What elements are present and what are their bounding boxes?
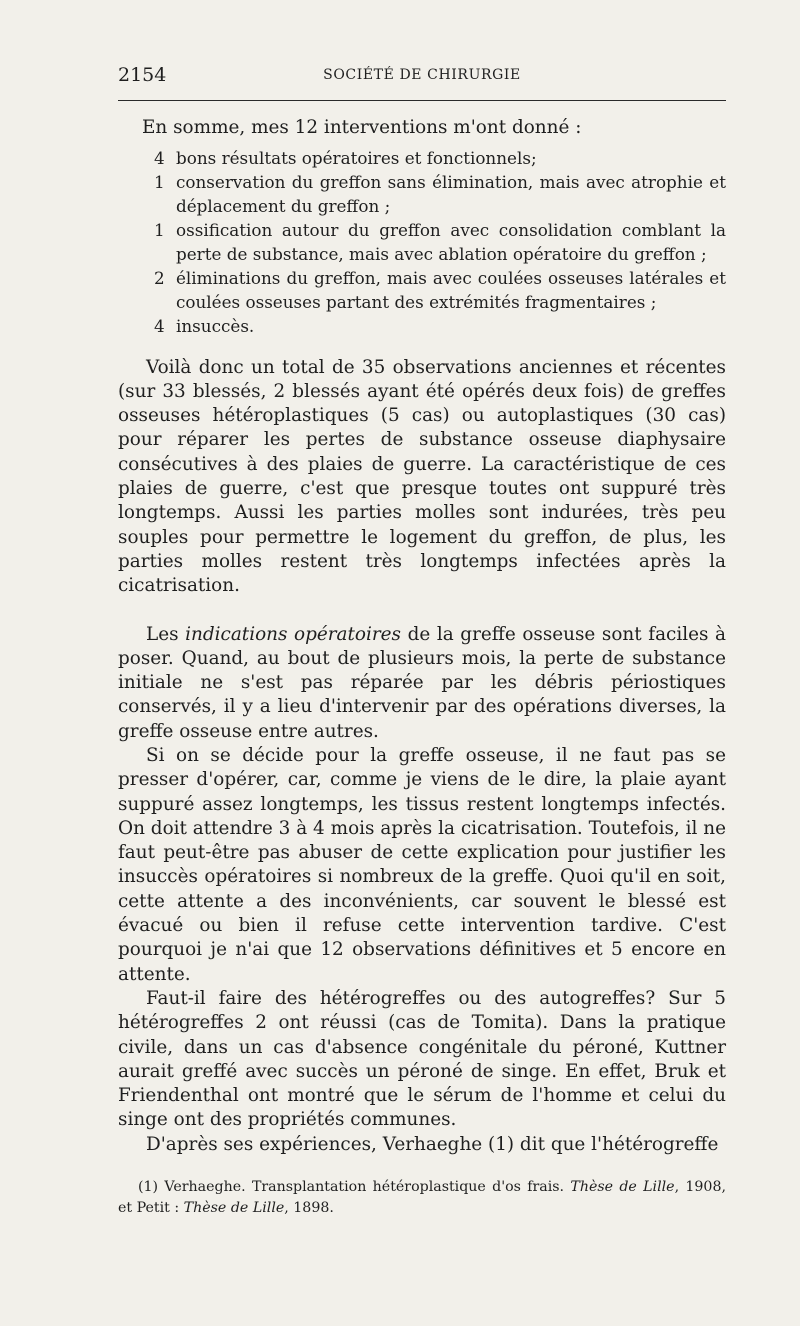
result-text: conservation du greffon sans élimination, mais avec atrophie et déplacement du greffon ;: [176, 172, 726, 217]
indications-lead: Les: [146, 623, 186, 645]
list-item: [154, 147, 726, 171]
page-header: [118, 64, 726, 90]
paragraph-timing: Si on se décide pour la greffe osseuse, il ne faut pas se presser d'opérer, car, comme je viens de le dire, la plaie ayant suppuré assez longtemps, les tissus restent longtemps infectés. On doit attendre 3 à 4 mois après la cicatrisation. Toutefois, il ne faut peut-être pas abuser de cette explication pour justifier les insuccès opératoires si nombreux de la greffe. Quoi qu'il en soit, cette attente a des inconvénients, car souvent le blessé est évacué ou bien il refuse cette intervention tardive. C'est pourquoi je n'ai que 12 observations définitives et 5 encore en attente.: [118, 745, 726, 985]
result-text: bons résultats opératoires et fonctionnels;: [176, 148, 537, 169]
footnote-part-b: Thèse de Lille: [570, 1179, 675, 1195]
footnote-part-e: , 1898.: [284, 1199, 334, 1216]
result-count: 1: [154, 220, 165, 241]
intro-line: En somme, mes 12 interventions m'ont donné :: [142, 117, 582, 138]
paragraph-summary: Voilà donc un total de 35 observations anciennes et récentes (sur 33 blessés, 2 blessés ayant été opérés deux fois) de greffes osseuses hétéroplastiques (5 cas) ou autoplastiques (30 cas) pour réparer les pertes de substance osseuse diaphysaire consécutives à des plaies de guerre. La caractéristique de ces plaies de guerre, c'est que presque toutes ont suppuré très longtemps. Aussi les parties molles sont indurées, très peu souples pour permettre le logement du greffon, de plus, les parties molles restent très longtemps infectées après la cicatrisation.: [118, 356, 726, 597]
result-count: 2: [154, 267, 165, 288]
result-text: insuccès.: [176, 315, 255, 336]
result-text: ossification autour du greffon avec consolidation comblant la perte de substance, mais avec ablation opératoire du greffon ;: [176, 220, 726, 264]
indications-italic: indications opératoires: [185, 623, 401, 645]
header-rule: [118, 100, 726, 101]
running-title: SOCIÉTÉ DE CHIRURGIE: [323, 67, 521, 83]
footnote-area: [118, 1177, 726, 1218]
list-item: [154, 315, 726, 339]
result-count: 4: [154, 315, 165, 336]
page-number: 2154: [118, 64, 167, 86]
list-item: [154, 219, 726, 267]
result-count: 1: [154, 172, 165, 193]
list-item: [154, 171, 726, 219]
indications-rest: de la greffe osseuse sont faciles à poser. Quand, au bout de plusieurs mois, la perte de substance initiale ne s'est pas réparée par les débris périostiques conservés, il y a lieu d'intervenir par des opérations diverses, la greffe osseuse entre autres.: [118, 623, 727, 742]
body-text: [118, 116, 726, 1157]
footnote-part-a: (1) Verhaeghe. Transplantation hétéroplastique d'os frais.: [138, 1179, 571, 1195]
list-item: [154, 267, 726, 315]
results-list: [118, 147, 726, 338]
result-count: 4: [154, 148, 165, 169]
paragraph-indications: [118, 623, 726, 744]
paragraph-heterografts: Faut-il faire des hétérogreffes ou des autogreffes? Sur 5 hétérogreffes 2 ont réussi (cas de Tomita). Dans la pratique civile, dans un cas d'absence congénitale du péroné, Kuttner aurait greffé avec succès un péroné de singe. En effet, Bruk et Friendenthal ont montré que le sérum de l'homme et celui du singe ont des propriétés communes.: [118, 987, 726, 1131]
footnote-part-d: Thèse de Lille: [183, 1199, 285, 1216]
result-text: éliminations du greffon, mais avec coulées osseuses latérales et coulées osseuses partant des extrémités fragmentaires ;: [176, 267, 726, 312]
paragraph-verhaeghe: D'après ses expériences, Verhaeghe (1) dit que l'hétérogreffe: [146, 1133, 719, 1155]
footnote-part-c: , 1908, et Petit :: [118, 1179, 726, 1216]
footnote: [118, 1177, 726, 1218]
